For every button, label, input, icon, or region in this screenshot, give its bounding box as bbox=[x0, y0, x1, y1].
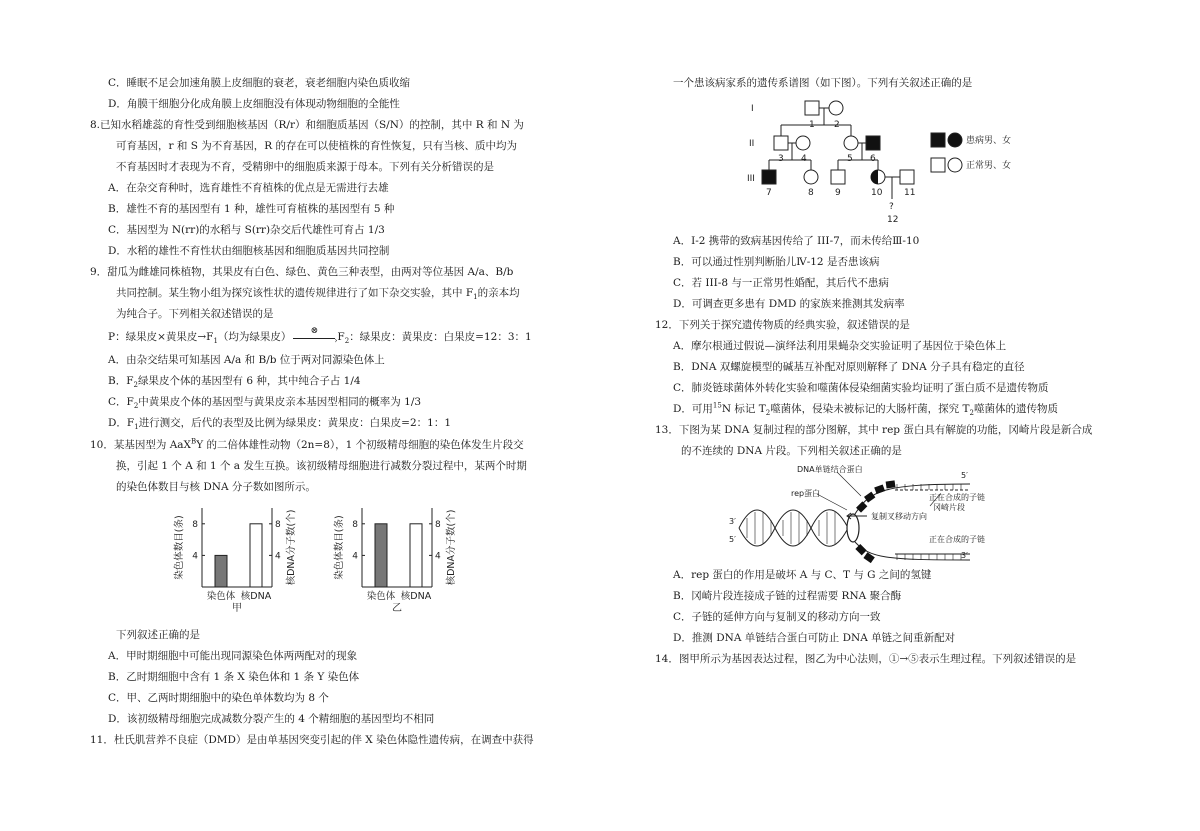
q12-option-d: D．可用$^{15}$N 标记 $T_2$噬菌体，侵染未被标记的大肠杆菌，探究 $T_2$噬菌体的遗传物质 bbox=[673, 401, 1058, 418]
okazaki-label: 冈崎片段 bbox=[933, 503, 965, 512]
q9-option-c: C．$F_2$中黄果皮个体的基因型与黄果皮亲本基因型相同的概率为 1/3 bbox=[108, 396, 422, 411]
q11-option-b: B．可以通过性别判断胎儿Ⅳ-12 是否患该病 bbox=[673, 256, 880, 268]
legend-normal-female-icon bbox=[948, 158, 962, 172]
legend-affected-male-icon bbox=[931, 133, 945, 147]
q8-option-b: B．雄性不育的基因型有 1 种，雄性可育植株的基因型有 5 种 bbox=[108, 203, 395, 215]
pedigree-num-5: 5 bbox=[847, 154, 853, 164]
rep-protein bbox=[847, 514, 859, 542]
y-tick-label-right: 8 bbox=[275, 519, 281, 530]
pedigree-unknown-mark: ? bbox=[889, 202, 894, 212]
gen-label-III: III bbox=[747, 174, 755, 184]
q10-stem-2: 换，引起 1 个 A 和 1 个 a 发生互换。该初级精母细胞进行减数分裂过程中，某两个时期 bbox=[116, 460, 527, 472]
pedigree-num-10: 10 bbox=[871, 188, 883, 198]
y-tick-label-right: 4 bbox=[275, 551, 281, 562]
y-axis-title-right: 核DNA分子数(个) bbox=[286, 509, 297, 586]
q13-option-d: D．推测 DNA 单链结合蛋白可防止 DNA 单链之间重新配对 bbox=[673, 632, 956, 644]
pedigree-num-8: 8 bbox=[808, 188, 814, 198]
q13-option-b: B．冈崎片段连接成子链的过程需要 RNA 聚合酶 bbox=[673, 590, 902, 602]
pedigree-num-9: 9 bbox=[835, 188, 841, 198]
dna-replication-figure bbox=[725, 460, 985, 560]
y-axis-title-left: 染色体数目(条) bbox=[334, 515, 345, 580]
q10-option-c: C．甲、乙两时期细胞中的染色单体数均为 8 个 bbox=[108, 692, 329, 704]
pedigree-num-4: 4 bbox=[801, 154, 807, 164]
y-tick-label-left: 4 bbox=[192, 551, 198, 562]
three-prime-left-label: 3′ bbox=[729, 517, 736, 526]
q9-option-b: B．$F_2$绿果皮个体的基因型有 6 种，其中纯合子占 1/4 bbox=[108, 375, 361, 390]
chart-title: 甲 bbox=[232, 603, 242, 614]
q13-option-c: C．子链的延伸方向与复制叉的移动方向一致 bbox=[673, 611, 881, 623]
chart-jia bbox=[170, 500, 320, 620]
q8-option-d: D．水稻的雄性不育性状由细胞核基因和细胞质基因共同控制 bbox=[108, 245, 390, 257]
legend-affected-label: 患病男、女 bbox=[966, 136, 1012, 146]
q9-stem-1: 9．甜瓜为雌雄同株植物，其果皮有白色、绿色、黄色三种表型，由两对等位基因 A/a、B/b bbox=[90, 266, 514, 278]
q10-option-b: B．乙时期细胞中含有 1 条 X 染色体和 1 条 Y 染色体 bbox=[108, 671, 360, 683]
pedigree-II6 bbox=[866, 136, 880, 150]
five-prime-top-label: 5′ bbox=[961, 471, 968, 480]
y-tick-label-left: 4 bbox=[352, 551, 358, 562]
y-axis-title-right: 核DNA分子数(个) bbox=[446, 509, 457, 586]
q12-stem: 12．下列关于探究遗传物质的经典实验，叙述错误的是 bbox=[655, 319, 910, 331]
q8-option-c: C．基因型为 N(rr)的水稻与 S(rr)杂交后代雄性可育占 1/3 bbox=[108, 224, 385, 236]
pedigree-III8 bbox=[804, 170, 818, 184]
pedigree-I2 bbox=[829, 101, 843, 115]
y-tick-label-left: 8 bbox=[192, 519, 198, 530]
bar-chromosome bbox=[375, 524, 387, 587]
self-cross-arrow: ⊗ › bbox=[291, 330, 337, 345]
legend-normal-label: 正常男、女 bbox=[966, 161, 1012, 171]
pedigree-num-2: 2 bbox=[834, 120, 840, 130]
q13-stem-1: 13．下图为某 DNA 复制过程的部分图解，其中 rep 蛋白具有解旋的功能，冈崎片段是新合成 bbox=[655, 424, 1093, 436]
q8-stem-1: 8.已知水稻雄蕊的育性受到细胞核基因（R/r）和细胞质基因（S/N）的控制，其中 R 和 N 为 bbox=[90, 119, 524, 131]
q14-stem: 14．图甲所示为基因表达过程，图乙为中心法则，①→⑤表示生理过程。下列叙述错误的是 bbox=[655, 653, 1077, 665]
pedigree-chart bbox=[745, 95, 1035, 230]
y-axis-title-left: 染色体数目(条) bbox=[174, 515, 185, 580]
q9-stem-2: 共同控制。某生物小组为探究该性状的遗传规律进行了如下杂交实验，其中 $F_1$的亲本均 bbox=[116, 287, 520, 302]
three-prime-bottom-label: 3′ bbox=[961, 551, 968, 560]
q8-stem-3: 不育基因时才表现为不育，受精卵中的细胞质来源于母本。下列有关分析错误的是 bbox=[116, 161, 494, 173]
x-category-label: 核DNA bbox=[400, 591, 432, 602]
q7-option-d: D．角膜干细胞分化成角膜上皮细胞没有体现动物细胞的全能性 bbox=[108, 98, 400, 110]
q10-question: 下列叙述正确的是 bbox=[116, 629, 200, 641]
q12-option-c: C．肺炎链球菌体外转化实验和噬菌体侵染细菌实验均证明了蛋白质不是遗传物质 bbox=[673, 382, 1049, 394]
pedigree-num-7: 7 bbox=[766, 188, 772, 198]
bar-nuclear-dna bbox=[410, 524, 422, 587]
q11-stem-2: 一个患该病家系的遗传系谱图（如下图）。下列有关叙述正确的是 bbox=[673, 77, 973, 89]
bar-nuclear-dna bbox=[250, 524, 262, 587]
q9-option-d: D．$F_1$进行测交，后代的表型及比例为绿果皮：黄果皮：白果皮=2：1：1 bbox=[108, 417, 452, 432]
gen-label-I: I bbox=[751, 104, 754, 114]
bar-chromosome bbox=[215, 555, 227, 587]
pedigree-num-11: 11 bbox=[904, 188, 916, 198]
q9-stem-3: 为纯合子。下列相关叙述错误的是 bbox=[116, 308, 274, 320]
legend-normal-male-icon bbox=[931, 158, 945, 172]
pedigree-num-6: 6 bbox=[870, 154, 876, 164]
ssb-proteins bbox=[855, 480, 895, 563]
q12-option-a: A．摩尔根通过假说—演绎法利用果蝇杂交实验证明了基因位于染色体上 bbox=[673, 340, 1007, 352]
fork-direction-label: 复制叉移动方向 bbox=[871, 512, 927, 521]
chart-title: 乙 bbox=[392, 603, 402, 614]
q9-cross: P：绿果皮×黄果皮$\to F_1$（均为绿果皮） ⊗ › $F_2$：绿果皮：黄果皮：白果皮=12：3：1 bbox=[108, 326, 532, 346]
q7-option-c: C．睡眠不足会加速角膜上皮细胞的衰老，衰老细胞内染色质收缩 bbox=[108, 77, 411, 89]
q8-stem-2: 可育基因，r 和 S 为不育基因，R 的存在可以使植株的育性恢复，只有当核、质中均为 bbox=[116, 140, 517, 152]
q10-option-d: D．该初级精母细胞完成减数分裂产生的 4 个精细胞的基因型均不相同 bbox=[108, 713, 435, 725]
q13-stem-2: 的不连续的 DNA 片段。下列相关叙述正确的是 bbox=[681, 445, 902, 457]
pedigree-I1 bbox=[805, 101, 819, 115]
q10-option-a: A．甲时期细胞中可能出现同源染色体两两配对的现象 bbox=[108, 650, 358, 662]
rep-label: rep蛋白 bbox=[791, 489, 821, 498]
x-category-label: 核DNA bbox=[240, 591, 272, 602]
pedigree-III11 bbox=[900, 170, 914, 184]
q8-option-a: A．在杂交育种时，选育雄性不育植株的优点是无需进行去雄 bbox=[108, 182, 389, 194]
pedigree-III7 bbox=[762, 170, 776, 184]
y-tick-label-left: 8 bbox=[352, 519, 358, 530]
q11-option-a: A．I-2 携带的致病基因传给了 III-7，而未传给Ⅲ-10 bbox=[673, 235, 920, 247]
q11-option-c: C．若 III-8 与一正常男性婚配，其后代不患病 bbox=[673, 277, 889, 289]
gen-label-II: II bbox=[749, 139, 755, 149]
q13-option-a: A．rep 蛋白的作用是破坏 A 与 C、T 与 G 之间的氢键 bbox=[673, 569, 932, 581]
new-strand-bottom-label: 正在合成的子链 bbox=[929, 535, 985, 544]
pedigree-II3 bbox=[774, 136, 788, 150]
pedigree-num-3: 3 bbox=[778, 154, 784, 164]
chart-yi bbox=[330, 500, 480, 620]
q9-option-a: A．由杂交结果可知基因 A/a 和 B/b 位于两对同源染色体上 bbox=[108, 354, 385, 366]
pedigree-II5 bbox=[844, 136, 858, 150]
pedigree-II4 bbox=[796, 136, 810, 150]
q10-stem-3: 的染色体数目与核 DNA 分子数如图所示。 bbox=[116, 481, 316, 493]
x-category-label: 染色体 bbox=[366, 591, 396, 602]
q12-option-b: B．DNA 双螺旋模型的碱基互补配对原则解释了 DNA 分子具有稳定的直径 bbox=[673, 361, 1025, 373]
y-tick-label-right: 4 bbox=[435, 551, 441, 562]
five-prime-left-label: 5′ bbox=[729, 535, 736, 544]
new-strand-top-label: 正在合成的子链 bbox=[929, 493, 985, 502]
q10-stem-1: 10．某基因型为 AaX$^B$Y 的二倍体雄性动物（2n=8），1 个初级精母细胞的染色体发生片段交 bbox=[90, 437, 524, 451]
pedigree-III9 bbox=[831, 170, 845, 184]
legend-affected-female-icon bbox=[948, 133, 962, 147]
ssb-label: DNA单链结合蛋白 bbox=[797, 465, 863, 474]
pedigree-num-1: 1 bbox=[809, 120, 815, 130]
q11-stem-1: 11．杜氏肌营养不良症（DMD）是由单基因突变引起的伴 X 染色体隐性遗传病，在调查中获得 bbox=[90, 734, 534, 746]
q11-option-d: D．可调查更多患有 DMD 的家族来推测其发病率 bbox=[673, 298, 905, 310]
x-category-label: 染色体 bbox=[206, 591, 236, 602]
pedigree-num-12: 12 bbox=[887, 215, 899, 225]
y-tick-label-right: 8 bbox=[435, 519, 441, 530]
